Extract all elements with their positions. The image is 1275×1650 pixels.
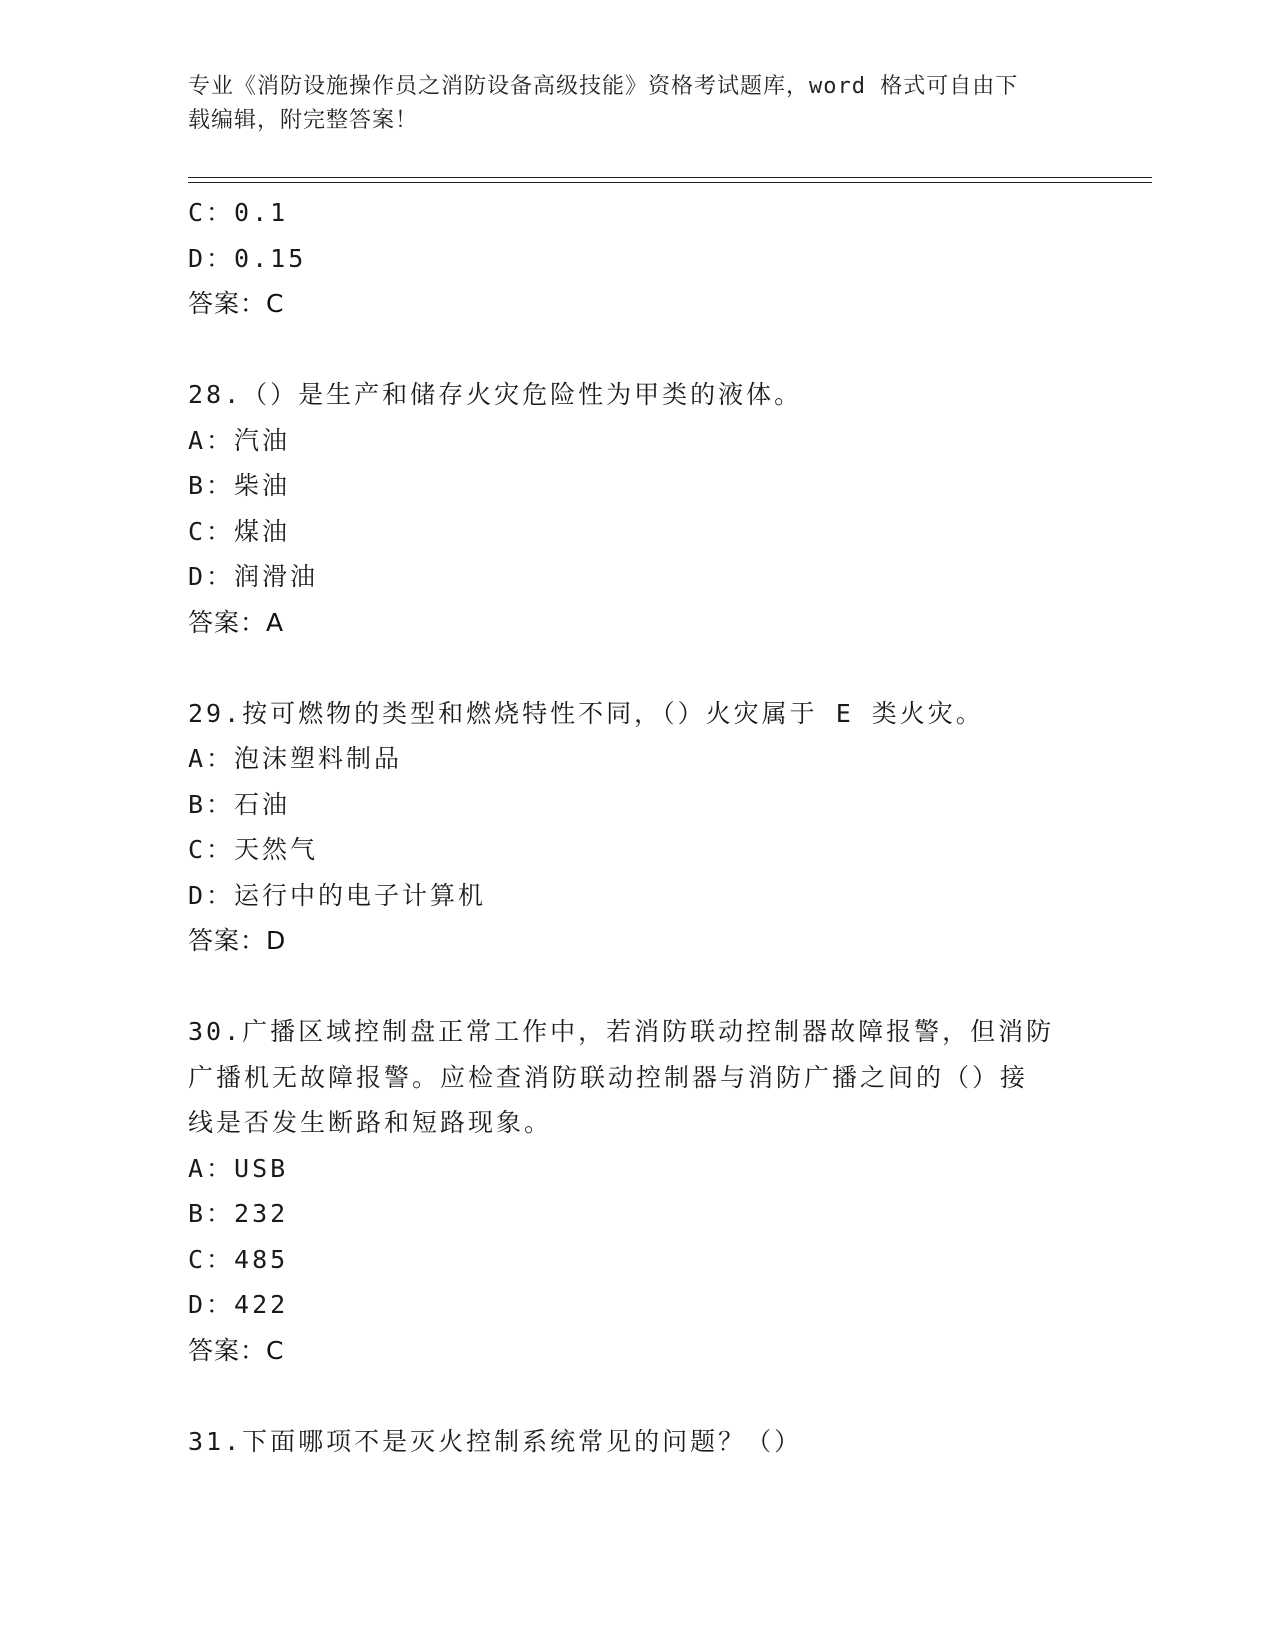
spacer xyxy=(188,645,1088,691)
option-c: C：485 xyxy=(188,1244,289,1274)
question-list xyxy=(188,190,1088,1464)
answer-line: 答案：C xyxy=(188,1335,285,1365)
option-c: C：0.1 xyxy=(188,198,289,227)
answer-line: 答案：A xyxy=(188,607,285,637)
question-31 xyxy=(188,1419,1088,1465)
question-27-tail xyxy=(188,190,1088,327)
option-b: B：石油 xyxy=(188,789,291,819)
question-30 xyxy=(188,1009,1088,1373)
question-stem: 28.（）是生产和储存火灾危险性为甲类的液体。 xyxy=(188,380,803,409)
header-divider-bottom xyxy=(188,182,1152,183)
option-d: D：运行中的电子计算机 xyxy=(188,880,487,910)
option-a: A：汽油 xyxy=(188,425,291,455)
option-c: C：天然气 xyxy=(188,835,319,864)
option-c: C：煤油 xyxy=(188,516,291,546)
question-stem-line-3: 线是否发生断路和短路现象。 xyxy=(188,1108,553,1137)
question-stem: 29.按可燃物的类型和燃烧特性不同，（）火灾属于 E 类火灾。 xyxy=(188,698,984,728)
answer-line: 答案：C xyxy=(188,289,285,318)
spacer xyxy=(188,1373,1088,1419)
option-d: D：422 xyxy=(188,1290,289,1319)
answer-line: 答案：D xyxy=(188,926,287,955)
option-b: B：232 xyxy=(188,1199,289,1228)
option-d: D：0.15 xyxy=(188,243,307,273)
header-line-2: 载编辑，附完整答案！ xyxy=(188,108,419,133)
option-a: A：USB xyxy=(188,1153,289,1183)
option-b: B：柴油 xyxy=(188,471,291,500)
spacer xyxy=(188,327,1088,373)
header-line-1: 专业《消防设施操作员之消防设备高级技能》资格考试题库，word 格式可自由下 xyxy=(188,74,1019,99)
question-stem-line-1: 30.广播区域控制盘正常工作中，若消防联动控制器故障报警，但消防 xyxy=(188,1017,1055,1046)
document-header xyxy=(188,70,1088,138)
option-d: D：润滑油 xyxy=(188,562,319,591)
header-divider-top xyxy=(188,177,1152,178)
spacer xyxy=(188,964,1088,1010)
question-29 xyxy=(188,691,1088,964)
option-a: A：泡沫塑料制品 xyxy=(188,744,403,773)
question-stem-line-2: 广播机无故障报警。应检查消防联动控制器与消防广播之间的（）接 xyxy=(188,1062,1029,1092)
question-stem: 31.下面哪项不是灭火控制系统常见的问题？（） xyxy=(188,1426,803,1456)
question-28 xyxy=(188,372,1088,645)
